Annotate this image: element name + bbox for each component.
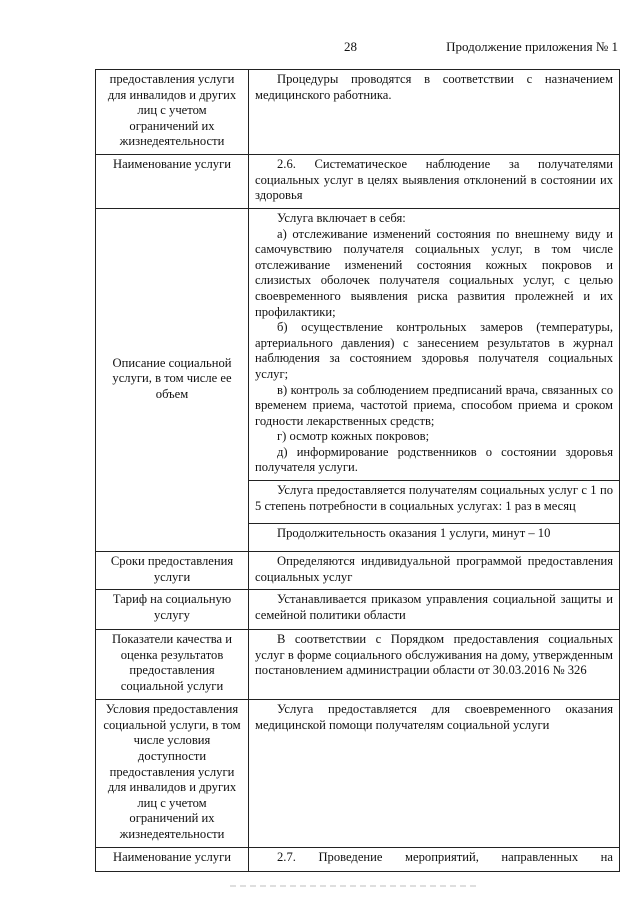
frequency-text: Услуга предоставляется получателям социальных услуг с 1 по 5 степень потребности в социальных услугах: 1 раз в месяц [255, 483, 613, 513]
table-row [96, 70, 620, 155]
description-item: д) информирование родственников о состоянии здоровья получателя услуги. [255, 444, 613, 475]
table-row [96, 154, 620, 208]
table-row [96, 847, 620, 871]
row-value [249, 630, 620, 700]
description-item: г) осмотр кожных покровов; [277, 429, 430, 444]
value-text: Услуга предоставляется для своевременного оказания медицинской помощи получателям социальной услуги [255, 702, 613, 732]
page-number: 28 [344, 39, 357, 54]
row-label: Описание социальной услуги, в том числе ее объем [96, 208, 249, 551]
row-label: Тариф на социальную услугу [96, 590, 249, 630]
table-row [96, 700, 620, 847]
table-row [96, 552, 620, 590]
row-value [249, 847, 620, 871]
row-label: предоставления услуги для инвалидов и других лиц с учетом ограничений их жизнедеятельности [96, 70, 249, 155]
table-row [96, 590, 620, 630]
row-label: Сроки предоставления услуги [96, 552, 249, 590]
row-value [249, 552, 620, 590]
description-item: в) контроль за соблюдением предписаний врача, связанных со временем приема, частотой приема, способом приема и сроком годности лекарственных средств; [255, 382, 613, 428]
service-name: 2.6. Систематическое наблюдение за получателями социальных услуг в целях выявления отклонений в состоянии их здоровья [255, 156, 613, 203]
row-value [249, 590, 620, 630]
row-label: Наименование услуги [96, 847, 249, 871]
value-text: Устанавливается приказом управления социальной защиты и семейной политики области [255, 592, 613, 622]
row-value [249, 481, 620, 524]
row-value [249, 700, 620, 847]
appendix-continuation: Продолжение приложения № 1 [446, 39, 618, 54]
value-text: Определяются индивидуальной программой предоставления социальных услуг [255, 554, 613, 584]
row-value [249, 524, 620, 552]
scan-artifact [230, 885, 480, 887]
table-row [96, 208, 620, 480]
table-row [96, 630, 620, 700]
row-value [249, 154, 620, 208]
row-value [249, 208, 620, 480]
description-item: б) осуществление контрольных замеров (температуры, артериального давления) с занесением результатов в журнал наблюдения за состоянием здоровья получателя социальных услуг; [255, 320, 613, 381]
row-label: Условия предоставления социальной услуги, в том числе условия доступности предоставления услуги для инвалидов и других лиц с учетом ограничений их жизнедеятельности [96, 700, 249, 847]
description-item: а) отслеживание изменений состояния по внешнему виду и самочувствию получателя социальных услуг, в том числе отслеживание изменений состояния кожных покровов и слизистых оболочек получателя социальных услуг, с целью своевременного выявления риска развития пролежней и их профилактики; [255, 226, 613, 319]
row-value [249, 70, 620, 155]
service-name: 2.7. Проведение мероприятий, направленных на [277, 849, 613, 864]
service-table [95, 69, 620, 872]
duration-text: Продолжительность оказания 1 услуги, минут – 10 [277, 526, 551, 541]
page-header [0, 38, 639, 56]
value-text: Процедуры проводятся в соответствии с назначением медицинского работника. [255, 72, 613, 102]
row-label: Наименование услуги [96, 154, 249, 208]
value-text: В соответствии с Порядком предоставления социальных услуг в форме социального обслуживания на дому, утвержденным постановлением администрации области от 30.03.2016 № 326 [255, 632, 613, 678]
row-label: Показатели качества и оценка результатов предоставления социальной услуги [96, 630, 249, 700]
description-intro: Услуга включает в себя: [277, 210, 406, 225]
